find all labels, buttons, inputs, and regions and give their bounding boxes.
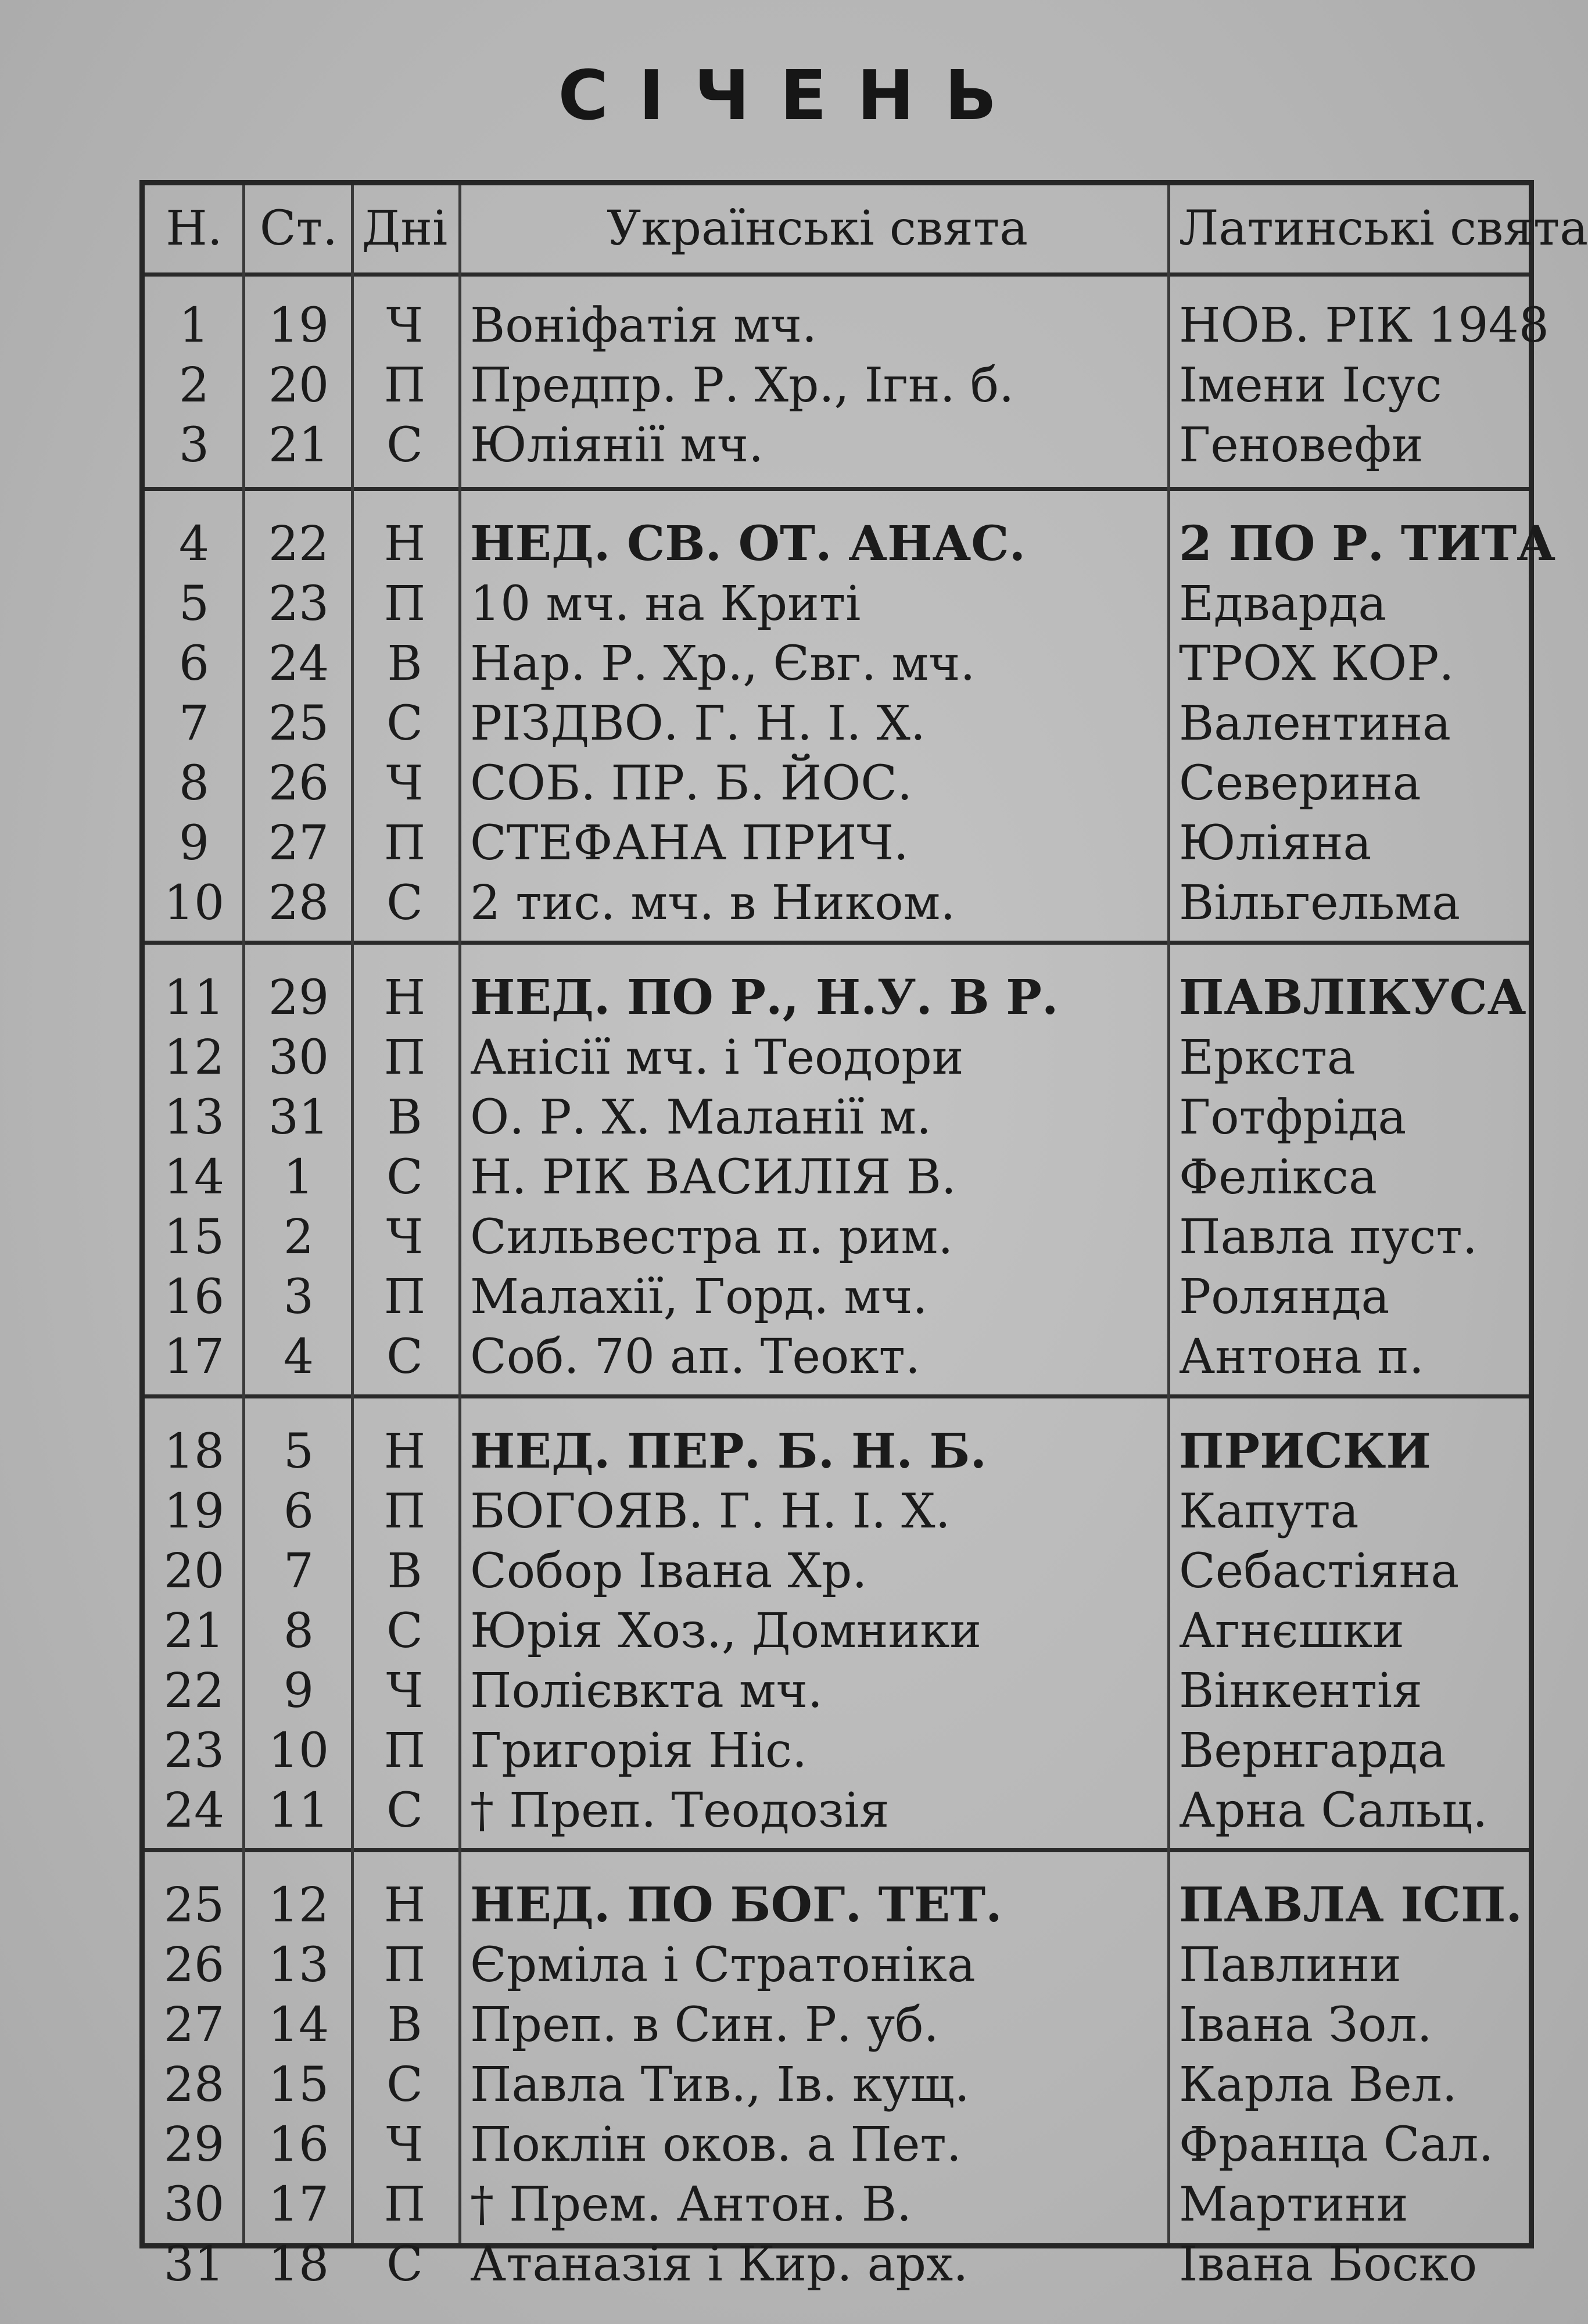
latin-feast: Северина (1179, 756, 1421, 811)
latin-feast: Вінкентія (1179, 1663, 1422, 1719)
weekday-letter: П (383, 1938, 426, 1993)
column-header-ukrainian: Українські свята (607, 201, 1028, 256)
latin-feast: Павлини (1179, 1938, 1401, 1993)
latin-feast: НОВ. РІК 1948 (1179, 298, 1549, 353)
old-style-day: 8 (283, 1604, 314, 1659)
old-style-day: 26 (268, 756, 329, 811)
old-style-day: 6 (283, 1484, 314, 1539)
old-style-day: 10 (268, 1723, 329, 1778)
day-number: 9 (178, 816, 210, 871)
latin-feast: Роляндa (1179, 1269, 1390, 1325)
weekday-letter: П (383, 1030, 426, 1085)
ukrainian-feast: Атаназія і Кир. арх. (470, 2237, 969, 2292)
old-style-day: 18 (268, 2237, 329, 2292)
old-style-day: 17 (268, 2177, 329, 2232)
day-number: 22 (163, 1663, 225, 1719)
day-number: 19 (163, 1484, 225, 1539)
day-number: 27 (163, 1997, 225, 2053)
weekday-letter: Н (383, 1424, 426, 1479)
old-style-day: 1 (283, 1150, 314, 1205)
weekday-letter: П (383, 1484, 426, 1539)
old-style-day: 28 (268, 876, 329, 931)
ukrainian-feast: Собор Івана Хр. (470, 1544, 868, 1599)
day-number: 10 (163, 876, 225, 931)
weekday-letter: П (383, 358, 426, 413)
latin-feast: Імени Ісус (1179, 358, 1442, 413)
old-style-day: 23 (268, 576, 329, 632)
calendar-table (139, 180, 1588, 2292)
old-style-day: 9 (283, 1663, 314, 1719)
day-number: 17 (163, 1329, 225, 1385)
day-number: 7 (178, 696, 210, 751)
column-header-st: Ст. (259, 201, 338, 256)
ukrainian-feast: Преп. в Син. Р. уб. (470, 1997, 939, 2053)
weekday-letter: Ч (386, 298, 424, 353)
ukrainian-feast: НЕД. ПО БОГ. ТЕТ. (470, 1877, 1002, 1933)
day-number: 8 (178, 756, 210, 811)
weekday-letter: В (387, 636, 422, 691)
ukrainian-feast: † Прем. Антон. В. (470, 2177, 912, 2232)
old-style-day: 25 (268, 696, 329, 751)
weekday-letter: Ч (386, 756, 424, 811)
day-number: 12 (163, 1030, 225, 1085)
day-number: 20 (163, 1544, 225, 1599)
weekday-letter: П (383, 576, 426, 632)
ukrainian-feast: Юрія Хоз., Домники (470, 1604, 982, 1659)
ukrainian-feast: СОБ. ПР. Б. ЙОС. (470, 756, 913, 811)
day-number: 26 (163, 1938, 225, 1993)
latin-feast: Фелікса (1179, 1150, 1377, 1205)
weekday-letter: С (386, 1329, 423, 1385)
day-number: 25 (163, 1878, 225, 1933)
latin-feast: Еркста (1179, 1030, 1356, 1085)
weekday-letter: Ч (386, 2117, 424, 2172)
page-title: СІЧЕНЬ (558, 55, 1027, 135)
old-style-day: 4 (283, 1329, 314, 1385)
day-number: 23 (163, 1723, 225, 1778)
old-style-day: 5 (283, 1424, 314, 1479)
column-header-days: Дні (361, 201, 448, 256)
weekday-letter: С (386, 2057, 423, 2113)
weekday-letter: С (386, 418, 423, 473)
table-row (145, 2235, 1529, 2294)
weekday-letter: С (386, 876, 423, 931)
old-style-day: 3 (283, 1269, 314, 1325)
ukrainian-feast: Предпр. Р. Хр., Ігн. б. (470, 358, 1015, 413)
latin-feast: Агнєшки (1179, 1604, 1404, 1659)
old-style-day: 14 (268, 1997, 329, 2053)
weekday-letter: П (383, 2177, 426, 2232)
latin-feast: Франца Сал. (1179, 2117, 1494, 2172)
old-style-day: 11 (268, 1783, 329, 1838)
old-style-day: 30 (268, 1030, 329, 1085)
old-style-day: 27 (268, 816, 329, 871)
ukrainian-feast: Н. РІК ВАСИЛІЯ В. (470, 1150, 956, 1205)
ukrainian-feast: Воніфатія мч. (470, 298, 818, 353)
old-style-day: 15 (268, 2057, 329, 2113)
ukrainian-feast: Григорія Ніс. (470, 1723, 808, 1778)
ukrainian-feast: Нар. Р. Хр., Євг. мч. (470, 636, 976, 691)
old-style-day: 21 (268, 418, 329, 473)
latin-feast: ПАВЛА ІСП. (1179, 1877, 1522, 1933)
weekday-letter: Ч (386, 1663, 424, 1719)
latin-feast: Вільгельма (1179, 876, 1461, 931)
day-number: 18 (163, 1424, 225, 1479)
latin-feast: Геновефи (1179, 418, 1424, 473)
day-number: 11 (163, 970, 225, 1025)
latin-feast: Івана Зол. (1179, 1997, 1432, 2053)
day-number: 1 (178, 298, 210, 353)
latin-feast: Себастіяна (1179, 1544, 1460, 1599)
ukrainian-feast: Поклін оков. а Пет. (470, 2117, 962, 2172)
weekday-letter: П (383, 816, 426, 871)
latin-feast: ПАВЛІКУСА (1179, 970, 1526, 1025)
latin-feast: Карла Вел. (1179, 2057, 1457, 2113)
old-style-day: 13 (268, 1938, 329, 1993)
weekday-letter: С (386, 1604, 423, 1659)
day-number: 30 (163, 2177, 225, 2232)
column-divider (242, 185, 245, 2243)
latin-feast: 2 ПО Р. ТИТА (1179, 516, 1556, 572)
day-number: 21 (163, 1604, 225, 1659)
ukrainian-feast: НЕД. ПЕР. Б. Н. Б. (470, 1423, 987, 1479)
weekday-letter: Н (383, 1878, 426, 1933)
old-style-day: 31 (268, 1090, 329, 1145)
latin-feast: Готфріда (1179, 1090, 1407, 1145)
day-number: 6 (178, 636, 210, 691)
latin-feast: Павла пуст. (1179, 1210, 1478, 1265)
old-style-day: 19 (268, 298, 329, 353)
ukrainian-feast: НЕД. ПО Р., Н.У. В Р. (470, 970, 1059, 1025)
weekday-letter: Ч (386, 1210, 424, 1265)
day-number: 15 (163, 1210, 225, 1265)
day-number: 31 (163, 2237, 225, 2292)
latin-feast: Арна Сальц. (1179, 1783, 1488, 1838)
weekday-letter: С (386, 1783, 423, 1838)
old-style-day: 2 (283, 1210, 314, 1265)
weekday-letter: С (386, 1150, 423, 1205)
weekday-letter: В (387, 1544, 422, 1599)
day-number: 24 (163, 1783, 225, 1838)
weekday-letter: С (386, 2237, 423, 2292)
day-number: 28 (163, 2057, 225, 2113)
day-number: 2 (178, 358, 210, 413)
weekday-letter: П (383, 1723, 426, 1778)
ukrainian-feast: БОГОЯВ. Г. Н. І. Х. (470, 1484, 951, 1539)
old-style-day: 20 (268, 358, 329, 413)
ukrainian-feast: Юліянії мч. (470, 418, 764, 473)
weekday-letter: Н (383, 970, 426, 1025)
ukrainian-feast: Анісії мч. і Теодори (470, 1030, 964, 1085)
latin-feast: ТРОХ КОР. (1179, 636, 1454, 691)
weekday-letter: В (387, 1997, 422, 2053)
day-number: 4 (178, 517, 210, 572)
ukrainian-feast: Малахії, Горд. мч. (470, 1269, 928, 1325)
latin-feast: Івана Боско (1179, 2237, 1478, 2292)
old-style-day: 24 (268, 636, 329, 691)
ukrainian-feast: Павла Тив., Ів. кущ. (470, 2057, 970, 2113)
column-header-n: Н. (166, 201, 223, 256)
day-number: 13 (163, 1090, 225, 1145)
latin-feast: Капута (1179, 1484, 1359, 1539)
ukrainian-feast: † Преп. Теодозія (470, 1783, 890, 1838)
ukrainian-feast: Сильвестра п. рим. (470, 1210, 953, 1265)
ukrainian-feast: 10 мч. на Криті (470, 576, 861, 632)
day-number: 14 (163, 1150, 225, 1205)
ukrainian-feast: СТЕФАНА ПРИЧ. (470, 816, 909, 871)
latin-feast: Вернгарда (1179, 1723, 1446, 1778)
old-style-day: 16 (268, 2117, 329, 2172)
old-style-day: 12 (268, 1878, 329, 1933)
old-style-day: 22 (268, 517, 329, 572)
day-number: 5 (178, 576, 210, 632)
ukrainian-feast: О. Р. Х. Маланії м. (470, 1090, 932, 1145)
latin-feast: Мартини (1179, 2177, 1408, 2232)
ukrainian-feast: РІЗДВО. Г. Н. І. Х. (470, 696, 926, 751)
old-style-day: 29 (268, 970, 329, 1025)
day-number: 3 (178, 418, 210, 473)
ukrainian-feast: 2 тис. мч. в Ником. (470, 876, 956, 931)
weekday-letter: П (383, 1269, 426, 1325)
day-number: 16 (163, 1269, 225, 1325)
column-divider (458, 185, 461, 2243)
latin-feast: Юліяна (1179, 816, 1372, 871)
ukrainian-feast: Соб. 70 ап. Теокт. (470, 1329, 920, 1385)
weekday-letter: В (387, 1090, 422, 1145)
weekday-letter: С (386, 696, 423, 751)
old-style-day: 7 (283, 1544, 314, 1599)
ukrainian-feast: НЕД. СВ. ОТ. АНАС. (470, 516, 1026, 572)
column-divider (351, 185, 354, 2243)
latin-feast: ПРИСКИ (1179, 1423, 1431, 1479)
column-header-latin: Латинські свята (1179, 201, 1588, 256)
column-divider (1167, 185, 1170, 2243)
latin-feast: Антона п. (1179, 1329, 1424, 1385)
latin-feast: Едварда (1179, 576, 1387, 632)
ukrainian-feast: Полієвкта мч. (470, 1663, 823, 1719)
day-number: 29 (163, 2117, 225, 2172)
weekday-letter: Н (383, 517, 426, 572)
ukrainian-feast: Єрміла і Стратоніка (470, 1938, 976, 1993)
latin-feast: Валентина (1179, 696, 1451, 751)
